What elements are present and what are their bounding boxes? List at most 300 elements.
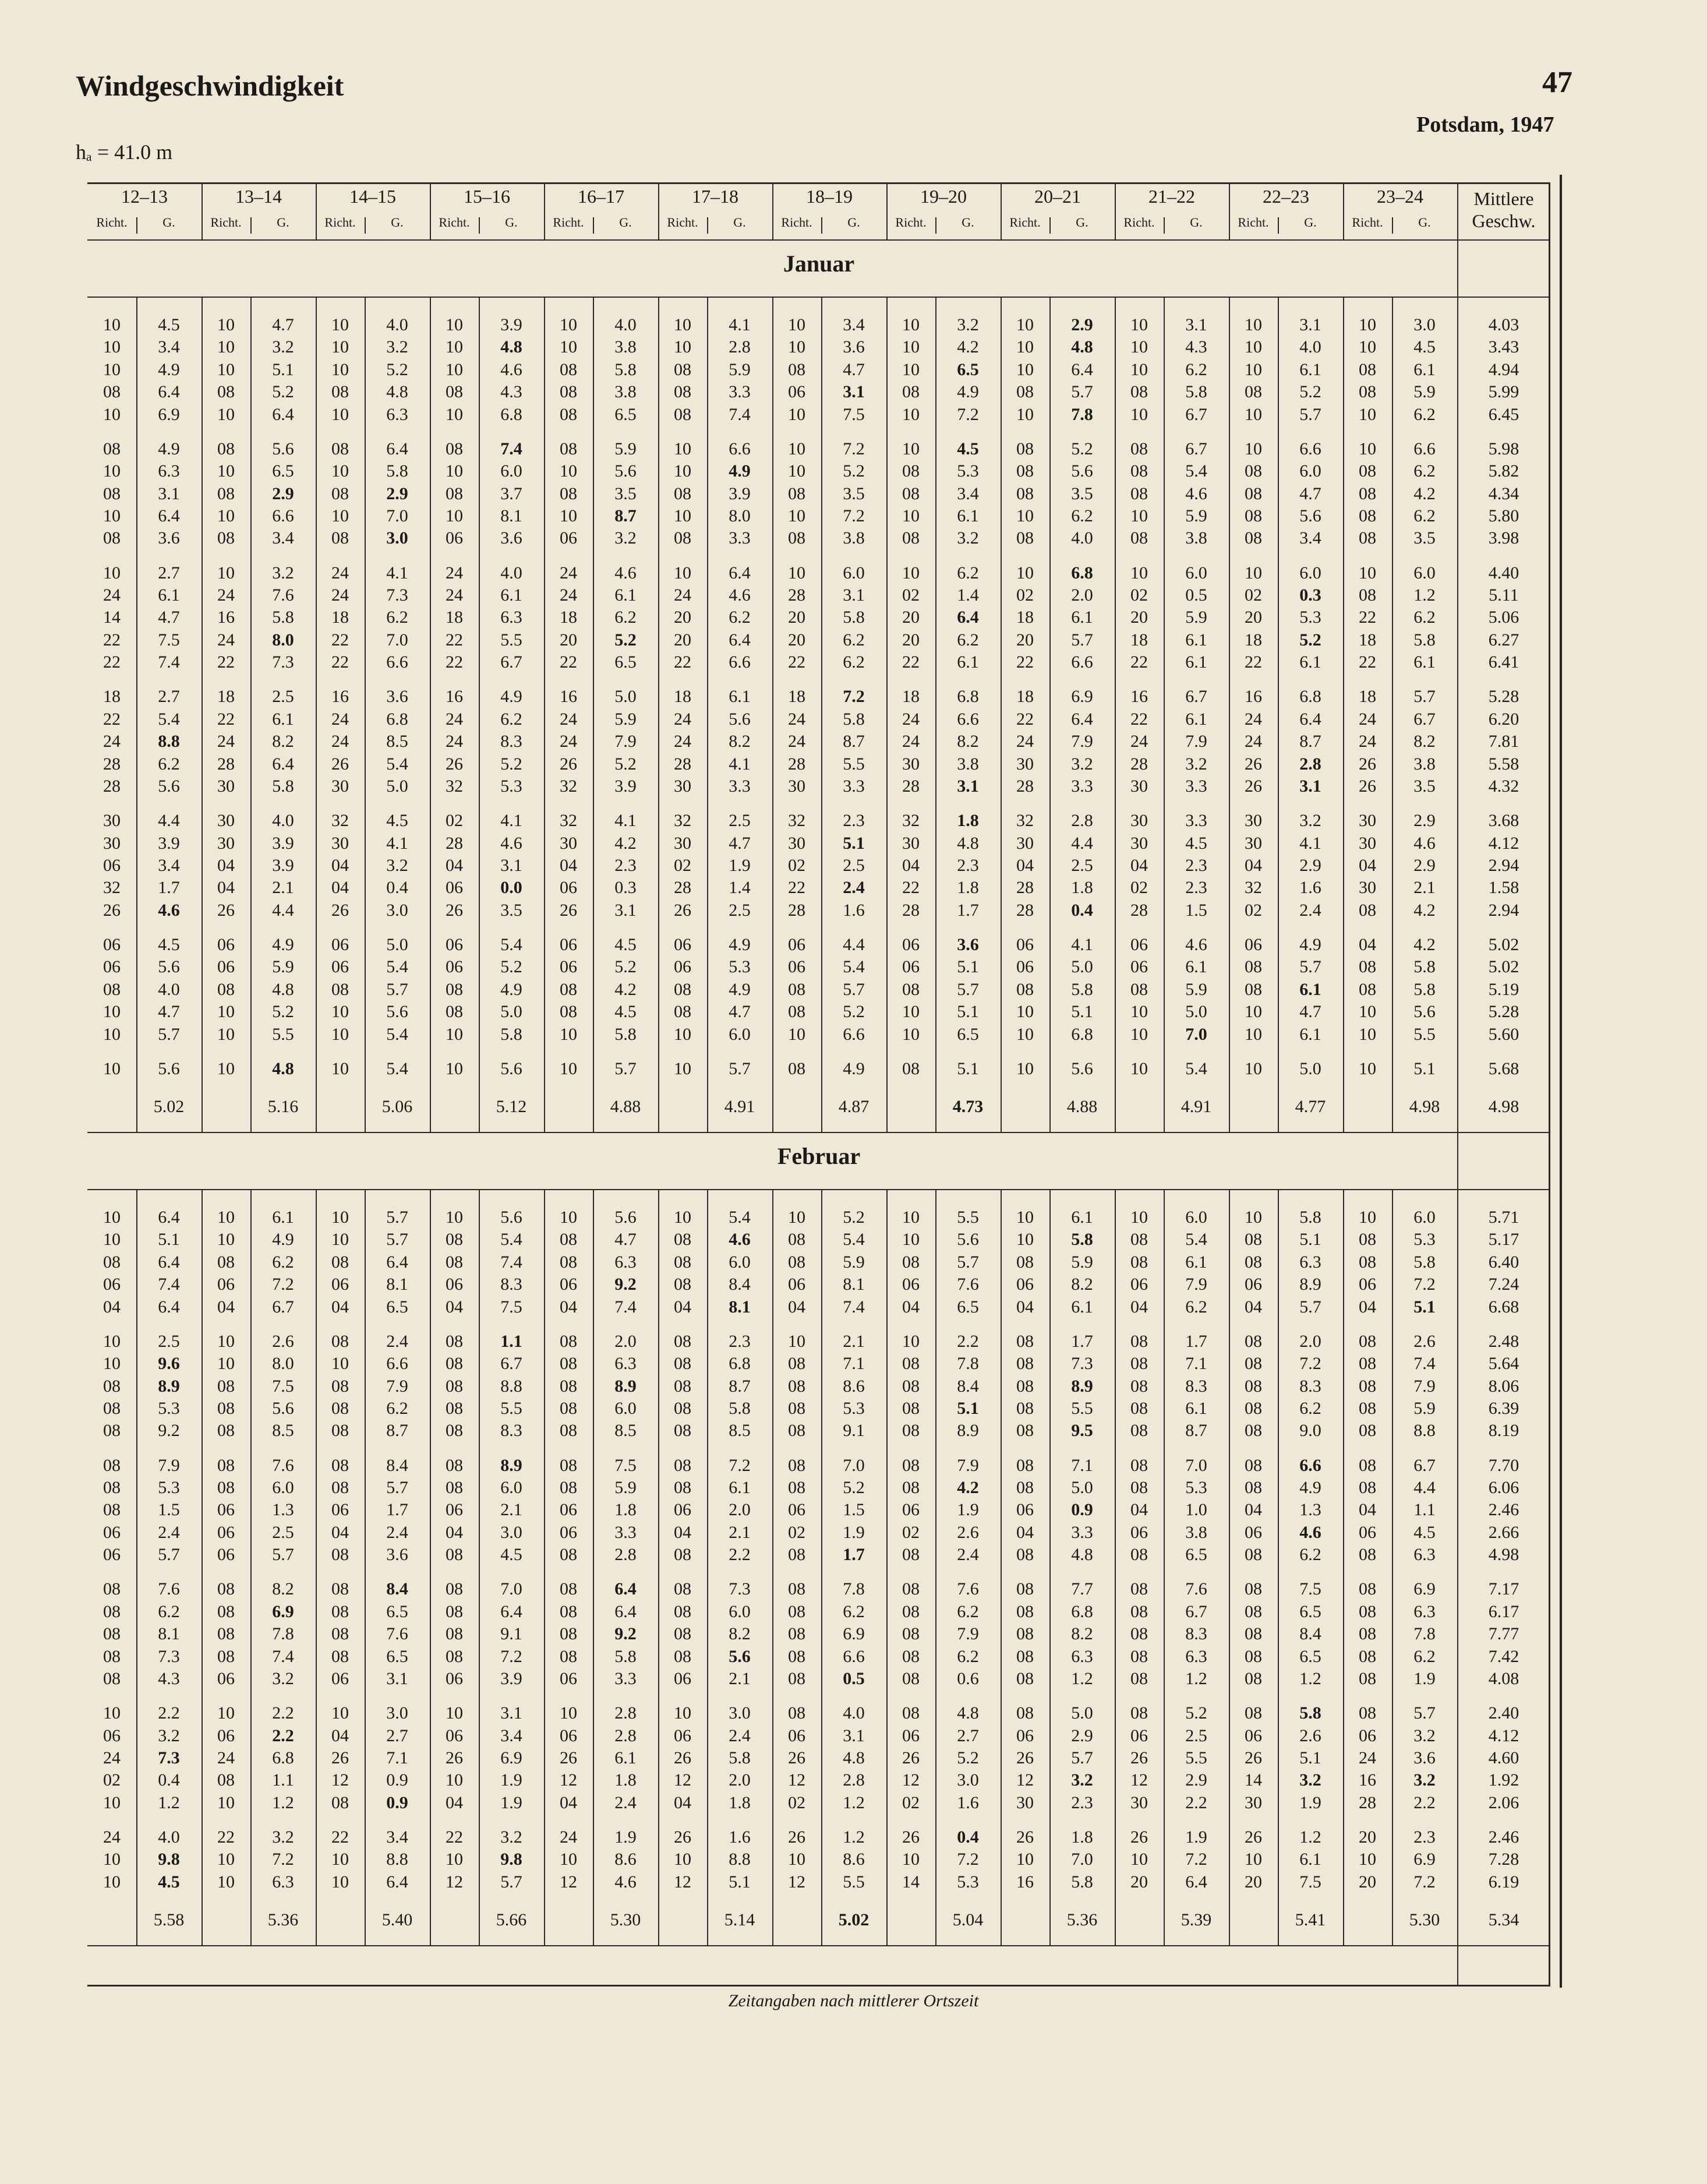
speed-value: 2.1 [500, 1500, 522, 1520]
speed-value: 1.8 [957, 811, 979, 831]
speed-value: 6.1 [1071, 1208, 1093, 1227]
direction-value: 08 [103, 528, 121, 548]
direction-value: 08 [788, 1478, 805, 1497]
station-year: Potsdam, 1947 [1416, 112, 1554, 137]
month-end-rule [87, 1945, 1550, 1946]
speed-value: 3.3 [1185, 777, 1207, 796]
speed-value: 8.7 [1299, 732, 1321, 751]
direction-value: 08 [1016, 439, 1034, 458]
monthly-mean-value: 5.58 [153, 1910, 185, 1929]
speed-value: 1.8 [957, 878, 979, 898]
speed-value: 8.5 [729, 1421, 751, 1441]
direction-value: 08 [103, 1478, 121, 1497]
direction-value: 10 [103, 1331, 121, 1351]
direction-value: 12 [331, 1770, 349, 1790]
mean-value: 5.28 [1488, 1002, 1519, 1022]
speed-value: 8.2 [957, 732, 979, 751]
direction-value: 30 [1245, 811, 1262, 831]
direction-value: 08 [1359, 1354, 1376, 1374]
direction-value: 16 [1245, 687, 1262, 707]
speed-value: 7.9 [1413, 1376, 1436, 1396]
direction-value: 08 [1130, 1354, 1148, 1374]
direction-value: 30 [560, 833, 577, 853]
speed-value: 3.2 [272, 1827, 294, 1847]
direction-value: 20 [1016, 630, 1034, 650]
hour-column-rule [544, 1189, 545, 1945]
sub-divider [365, 217, 366, 234]
direction-value: 08 [1245, 528, 1262, 548]
mean-value: 5.02 [1488, 957, 1519, 977]
direction-value: 08 [446, 979, 463, 999]
speed-value: 2.1 [1413, 878, 1436, 898]
mean-value: 6.40 [1488, 1252, 1519, 1272]
speed-value: 3.1 [500, 856, 522, 875]
direction-value: 04 [1359, 1297, 1376, 1317]
direction-value: 08 [1016, 1376, 1034, 1396]
direction-value: 30 [1130, 833, 1148, 853]
speed-value: 2.3 [1185, 878, 1207, 898]
direction-value: 26 [788, 1827, 805, 1847]
direction-value: 06 [788, 935, 805, 954]
speed-value: 8.9 [500, 1455, 522, 1475]
speed-value: 6.9 [1413, 1850, 1436, 1869]
speed-value: 3.8 [957, 754, 979, 774]
direction-value: 08 [1245, 1455, 1262, 1475]
direction-value: 08 [1359, 979, 1376, 999]
speed-value: 2.2 [1413, 1793, 1436, 1812]
direction-value: 08 [446, 1331, 463, 1351]
direction-value: 06 [1359, 1522, 1376, 1542]
direction-value: 26 [103, 900, 121, 920]
speed-value: 4.7 [843, 359, 865, 379]
direction-value: 18 [331, 608, 349, 627]
direction-value: 08 [560, 1230, 577, 1250]
speed-header: G. [962, 215, 974, 230]
direction-value: 10 [446, 506, 463, 525]
speed-value: 6.3 [386, 404, 408, 424]
speed-value: 1.3 [272, 1500, 294, 1520]
speed-value: 3.2 [1299, 811, 1321, 831]
speed-value: 7.5 [272, 1376, 294, 1396]
speed-value: 4.0 [158, 1827, 180, 1847]
dir-header: Richt. [439, 215, 470, 230]
speed-value: 5.2 [1185, 1703, 1207, 1723]
speed-value: 5.7 [957, 979, 979, 999]
direction-value: 08 [674, 1275, 691, 1294]
direction-value: 08 [331, 1331, 349, 1351]
direction-value: 18 [217, 687, 235, 707]
direction-value: 08 [1130, 1455, 1148, 1475]
direction-value: 08 [103, 1624, 121, 1644]
direction-value: 08 [103, 1376, 121, 1396]
direction-value: 10 [103, 315, 121, 334]
speed-value: 5.6 [386, 1002, 408, 1022]
speed-value: 4.6 [158, 900, 180, 920]
speed-value: 5.1 [843, 833, 865, 853]
speed-value: 2.2 [272, 1703, 294, 1723]
speed-value: 2.1 [729, 1522, 751, 1542]
direction-value: 08 [103, 439, 121, 458]
speed-value: 5.9 [1185, 506, 1207, 525]
direction-value: 10 [902, 337, 920, 357]
speed-value: 6.4 [1185, 1872, 1207, 1892]
speed-value: 6.0 [729, 1601, 751, 1621]
speed-column-rule [250, 297, 252, 1132]
speed-value: 3.2 [500, 1827, 522, 1847]
speed-value: 5.3 [957, 1872, 979, 1892]
speed-value: 4.2 [1413, 900, 1436, 920]
speed-value: 3.6 [158, 528, 180, 548]
speed-value: 4.5 [614, 1002, 637, 1022]
direction-value: 08 [674, 1331, 691, 1351]
direction-value: 10 [674, 461, 691, 481]
speed-value: 6.1 [1413, 359, 1436, 379]
direction-value: 10 [217, 1059, 235, 1078]
speed-value: 2.0 [1299, 1331, 1321, 1351]
speed-value: 2.2 [1185, 1793, 1207, 1812]
direction-value: 08 [103, 484, 121, 503]
direction-value: 24 [560, 732, 577, 751]
speed-value: 7.0 [1071, 1850, 1093, 1869]
speed-value: 9.5 [1071, 1421, 1093, 1441]
speed-value: 0.6 [957, 1669, 979, 1688]
speed-value: 5.8 [1071, 1230, 1093, 1250]
dir-header: Richt. [895, 215, 927, 230]
direction-value: 08 [902, 1376, 920, 1396]
speed-value: 3.2 [1413, 1726, 1436, 1745]
speed-value: 3.4 [843, 315, 865, 334]
direction-value: 08 [1245, 461, 1262, 481]
dir-header: Richt. [96, 215, 128, 230]
direction-value: 06 [1130, 1522, 1148, 1542]
direction-value: 10 [560, 1850, 577, 1869]
speed-column-rule [935, 1189, 936, 1945]
speed-value: 7.9 [1185, 732, 1207, 751]
direction-value: 20 [788, 608, 805, 627]
direction-value: 24 [446, 585, 463, 605]
direction-value: 12 [674, 1770, 691, 1790]
direction-value: 26 [902, 1827, 920, 1847]
speed-value: 5.9 [1185, 608, 1207, 627]
speed-value: 6.5 [614, 652, 637, 672]
direction-value: 10 [1016, 1850, 1034, 1869]
direction-value: 08 [1130, 979, 1148, 999]
speed-value: 6.8 [1071, 563, 1093, 583]
direction-value: 06 [788, 1275, 805, 1294]
direction-value: 10 [902, 1208, 920, 1227]
speed-value: 6.3 [272, 1872, 294, 1892]
direction-value: 08 [331, 1624, 349, 1644]
speed-value: 8.8 [729, 1850, 751, 1869]
direction-value: 22 [674, 652, 691, 672]
direction-value: 26 [674, 900, 691, 920]
direction-value: 10 [446, 1850, 463, 1869]
speed-value: 2.9 [272, 484, 294, 503]
speed-value: 5.7 [1299, 1297, 1321, 1317]
direction-value: 10 [103, 563, 121, 583]
speed-value: 6.4 [614, 1579, 637, 1599]
speed-value: 6.2 [1185, 359, 1207, 379]
hour-column-rule [316, 1189, 317, 1945]
speed-value: 8.8 [1413, 1421, 1436, 1441]
speed-value: 5.9 [843, 1252, 865, 1272]
speed-value: 6.5 [1299, 1601, 1321, 1621]
speed-value: 5.3 [1413, 1230, 1436, 1250]
direction-value: 08 [902, 1579, 920, 1599]
speed-value: 2.3 [1413, 1827, 1436, 1847]
speed-value: 5.7 [843, 979, 865, 999]
mean-value: 5.68 [1488, 1059, 1519, 1078]
speed-value: 2.1 [729, 1669, 751, 1688]
direction-value: 04 [217, 878, 235, 898]
direction-value: 26 [1245, 1827, 1262, 1847]
direction-value: 28 [788, 900, 805, 920]
speed-value: 1.2 [1299, 1827, 1321, 1847]
direction-value: 08 [103, 1252, 121, 1272]
speed-value: 8.9 [614, 1376, 637, 1396]
speed-value: 5.5 [843, 1872, 865, 1892]
speed-value: 4.2 [1413, 935, 1436, 954]
speed-value: 6.1 [614, 585, 637, 605]
speed-value: 5.7 [386, 979, 408, 999]
direction-value: 08 [560, 484, 577, 503]
speed-value: 1.7 [1071, 1331, 1093, 1351]
direction-value: 06 [560, 1522, 577, 1542]
speed-value: 6.2 [1185, 1297, 1207, 1317]
speed-value: 5.9 [614, 439, 637, 458]
direction-value: 24 [1359, 732, 1376, 751]
sub-divider [593, 217, 594, 234]
direction-value: 20 [902, 608, 920, 627]
speed-value: 8.9 [957, 1421, 979, 1441]
direction-value: 30 [1359, 811, 1376, 831]
direction-value: 30 [674, 833, 691, 853]
direction-value: 10 [331, 359, 349, 379]
speed-value: 6.4 [386, 1872, 408, 1892]
direction-value: 10 [902, 404, 920, 424]
direction-value: 10 [902, 1024, 920, 1044]
direction-value: 08 [560, 979, 577, 999]
speed-value: 4.6 [1185, 484, 1207, 503]
speed-value: 6.8 [500, 404, 522, 424]
speed-value: 4.0 [386, 315, 408, 334]
speed-value: 6.6 [957, 709, 979, 729]
direction-value: 08 [788, 528, 805, 548]
speed-value: 2.8 [843, 1770, 865, 1790]
speed-value: 6.2 [500, 709, 522, 729]
speed-value: 4.9 [729, 461, 751, 481]
direction-value: 10 [560, 506, 577, 525]
speed-value: 1.8 [1071, 1827, 1093, 1847]
mean-value: 4.12 [1488, 1726, 1519, 1745]
direction-value: 08 [1245, 1230, 1262, 1250]
speed-value: 9.1 [500, 1624, 522, 1644]
direction-value: 10 [674, 506, 691, 525]
speed-value: 4.8 [1071, 337, 1093, 357]
speed-column-rule [821, 1189, 822, 1945]
speed-value: 5.4 [729, 1208, 751, 1227]
direction-value: 20 [1245, 608, 1262, 627]
speed-value: 5.1 [957, 1399, 979, 1418]
direction-value: 04 [331, 1297, 349, 1317]
direction-value: 08 [674, 528, 691, 548]
speed-value: 9.1 [843, 1421, 865, 1441]
speed-value: 6.2 [957, 630, 979, 650]
speed-value: 5.2 [614, 754, 637, 774]
direction-value: 02 [1245, 900, 1262, 920]
direction-value: 02 [902, 1793, 920, 1812]
direction-value: 26 [331, 754, 349, 774]
speed-value: 3.2 [1413, 1770, 1436, 1790]
speed-value: 2.8 [614, 1726, 637, 1745]
speed-value: 5.0 [1071, 1703, 1093, 1723]
speed-value: 6.3 [1299, 1252, 1321, 1272]
speed-value: 6.4 [729, 630, 751, 650]
speed-value: 5.9 [614, 1478, 637, 1497]
speed-value: 4.9 [1299, 935, 1321, 954]
speed-value: 5.6 [614, 1208, 637, 1227]
speed-value: 8.0 [729, 506, 751, 525]
speed-value: 5.5 [1185, 1748, 1207, 1767]
speed-value: 7.2 [1185, 1850, 1207, 1869]
sub-divider [1278, 217, 1279, 234]
direction-value: 08 [331, 382, 349, 402]
direction-value: 10 [1245, 439, 1262, 458]
direction-value: 10 [217, 1331, 235, 1351]
speed-value: 5.8 [614, 1024, 637, 1044]
speed-value: 6.2 [1413, 1646, 1436, 1666]
direction-value: 08 [103, 1579, 121, 1599]
direction-value: 08 [331, 1646, 349, 1666]
hour-column-rule [430, 1189, 431, 1945]
direction-value: 10 [446, 359, 463, 379]
direction-value: 18 [560, 608, 577, 627]
speed-value: 1.8 [614, 1770, 637, 1790]
speed-value: 8.7 [386, 1421, 408, 1441]
direction-value: 10 [103, 1703, 121, 1723]
direction-value: 08 [1359, 1478, 1376, 1497]
mean-value: 6.41 [1488, 652, 1519, 672]
direction-value: 08 [674, 1579, 691, 1599]
hour-separator [430, 182, 431, 239]
speed-value: 7.8 [1413, 1624, 1436, 1644]
mean-value: 6.45 [1488, 404, 1519, 424]
speed-value: 6.9 [272, 1601, 294, 1621]
sub-divider [1049, 217, 1051, 234]
direction-value: 22 [446, 652, 463, 672]
speed-column-rule [1049, 297, 1051, 1132]
direction-value: 10 [1245, 404, 1262, 424]
direction-value: 02 [788, 1793, 805, 1812]
speed-value: 2.6 [1413, 1331, 1436, 1351]
speed-value: 4.9 [729, 935, 751, 954]
speed-value: 8.2 [729, 732, 751, 751]
direction-value: 08 [217, 1399, 235, 1418]
speed-value: 5.7 [500, 1872, 522, 1892]
speed-value: 0.5 [1185, 585, 1207, 605]
speed-value: 5.1 [272, 359, 294, 379]
speed-value: 4.9 [500, 979, 522, 999]
direction-value: 08 [1359, 1421, 1376, 1441]
month-title-rule [87, 297, 1550, 298]
speed-value: 5.1 [1071, 1002, 1093, 1022]
direction-value: 08 [1130, 1230, 1148, 1250]
speed-value: 4.2 [957, 337, 979, 357]
direction-value: 18 [1130, 630, 1148, 650]
monthly-mean-value: 4.91 [1181, 1097, 1212, 1116]
direction-value: 24 [217, 630, 235, 650]
speed-column-rule [479, 1189, 480, 1945]
direction-value: 10 [1359, 337, 1376, 357]
direction-value: 12 [902, 1770, 920, 1790]
month-title-rule [87, 1189, 1550, 1190]
mean-value: 5.19 [1488, 979, 1519, 999]
direction-value: 08 [1245, 1669, 1262, 1688]
direction-value: 30 [1245, 833, 1262, 853]
direction-value: 30 [1130, 811, 1148, 831]
speed-value: 5.4 [158, 709, 180, 729]
direction-value: 08 [1245, 1376, 1262, 1396]
speed-value: 0.0 [500, 878, 522, 898]
sub-divider [935, 217, 936, 234]
direction-value: 24 [331, 585, 349, 605]
direction-value: 24 [560, 709, 577, 729]
direction-value: 08 [1016, 1421, 1034, 1441]
mean-value: 2.46 [1488, 1827, 1519, 1847]
direction-value: 08 [1130, 1421, 1148, 1441]
direction-value: 22 [788, 878, 805, 898]
direction-value: 08 [674, 1354, 691, 1374]
direction-value: 10 [103, 1059, 121, 1078]
speed-value: 4.5 [1413, 337, 1436, 357]
direction-value: 08 [1016, 1478, 1034, 1497]
direction-value: 08 [560, 1002, 577, 1022]
speed-value: 6.4 [614, 1601, 637, 1621]
speed-value: 5.2 [272, 1002, 294, 1022]
speed-value: 7.4 [158, 652, 180, 672]
mean-header-2: Geschw. [1472, 210, 1536, 231]
speed-value: 7.2 [843, 687, 865, 707]
speed-value: 8.8 [386, 1850, 408, 1869]
speed-value: 1.6 [957, 1793, 979, 1812]
monthly-mean-value: 4.98 [1409, 1097, 1440, 1116]
direction-value: 06 [446, 1500, 463, 1520]
speed-column-rule [1164, 1189, 1165, 1945]
direction-value: 06 [560, 1726, 577, 1745]
direction-value: 08 [217, 1478, 235, 1497]
direction-value: 08 [1130, 1399, 1148, 1418]
speed-value: 4.9 [500, 687, 522, 707]
speed-value: 5.6 [158, 777, 180, 796]
header-bottom-rule [87, 239, 1550, 241]
mean-value: 5.06 [1488, 608, 1519, 627]
direction-value: 20 [560, 630, 577, 650]
speed-value: 1.6 [729, 1827, 751, 1847]
speed-header: G. [1190, 215, 1203, 230]
speed-value: 6.2 [843, 630, 865, 650]
sub-divider [479, 217, 480, 234]
speed-value: 3.3 [729, 528, 751, 548]
speed-header: G. [1076, 215, 1088, 230]
speed-value: 4.6 [614, 1872, 637, 1892]
speed-value: 3.9 [272, 856, 294, 875]
speed-value: 3.2 [1185, 754, 1207, 774]
direction-value: 06 [560, 1669, 577, 1688]
direction-value: 24 [217, 585, 235, 605]
direction-value: 08 [674, 1455, 691, 1475]
direction-value: 08 [902, 1059, 920, 1078]
direction-value: 08 [788, 1059, 805, 1078]
